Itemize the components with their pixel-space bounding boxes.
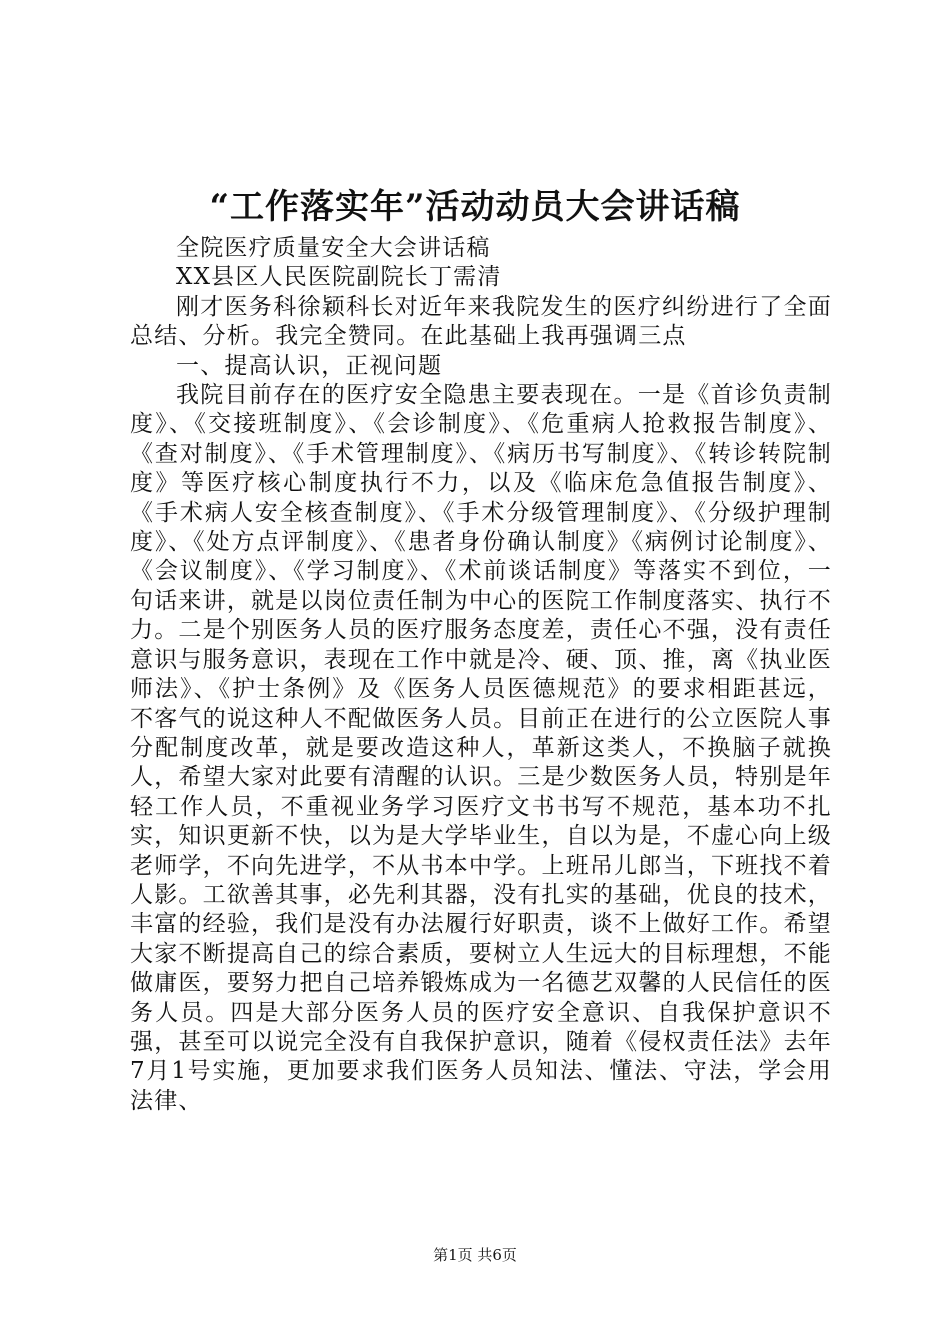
paragraph-main: 我院目前存在的医疗安全隐患主要表现在。一是《首诊负责制度》、《交接班制度》、《会诊制度》、《危重病人抢救报告制度》、《查对制度》、《手术管理制度》、《病历书写制度》、《转诊转院制度》等医疗核心制度执行不力，以及《临床危急值报告制度》、《手术病人安全核查制度》、《手术分级管理制度》、《分级护理制度》、《处方点评制度》、《患者身份确认制度》《病例讨论制度》、《会议制度》、《学习制度》、《术前谈话制度》等落实不到位，一句话来讲，就是以岗位责任制为中心的医院工作制度落实、执行不力。二是个别医务人员的医疗服务态度差，责任心不强，没有责任意识与服务意识，表现在工作中就是冷、硬、顶、推，离《执业医师法》、《护士条例》及《医务人员医德规范》的要求相距甚远，不客气的说这种人不配做医务人员。目前正在进行的公立医院人事分配制度改革，就是要改造这种人，革新这类人，不换脑子就换人，希望大家对此要有清醒的认识。三是少数医务人员，特别是年轻工作人员，不重视业务学习医疗文书书写不规范，基本功不扎实，知识更新不快，以为是大学毕业生，自以为是，不虚心向上级老师学，不向先进学，不从书本中学。上班吊儿郎当，下班找不着人影。工欲善其事，必先利其器，没有扎实的基础，优良的技术，丰富的经验，我们是没有办法履行好职责，谈不上做好工作。希望大家不断提高自己的综合素质，要树立人生远大的目标理想，不能做庸医，要努力把自己培养锻炼成为一名德艺双馨的人民信任的医务人员。四是大部分医务人员的医疗安全意识、自我保护意识不强，甚至可以说完全没有自我保护意识，随着《侵权责任法》去年7月1号实施，更加要求我们医务人员知法、懂法、守法，学会用法律、 bbox=[130, 382, 832, 1114]
document-body bbox=[130, 234, 832, 1116]
document-title: “工作落实年”活动动员大会讲话稿 bbox=[209, 187, 741, 227]
page-footer: 第1页 共6页 bbox=[433, 1246, 517, 1264]
paragraph-intro: 刚才医务科徐颖科长对近年来我院发生的医疗纠纷进行了全面总结、分析。我完全赞同。在此基础上我再强调三点 bbox=[130, 293, 832, 350]
paragraph-speaker: XX县区人民医院副院长丁需清 bbox=[176, 264, 502, 291]
section-heading-1: 一、提高认识，正视问题 bbox=[176, 352, 443, 379]
paragraph-subtitle: 全院医疗质量安全大会讲话稿 bbox=[176, 235, 491, 261]
